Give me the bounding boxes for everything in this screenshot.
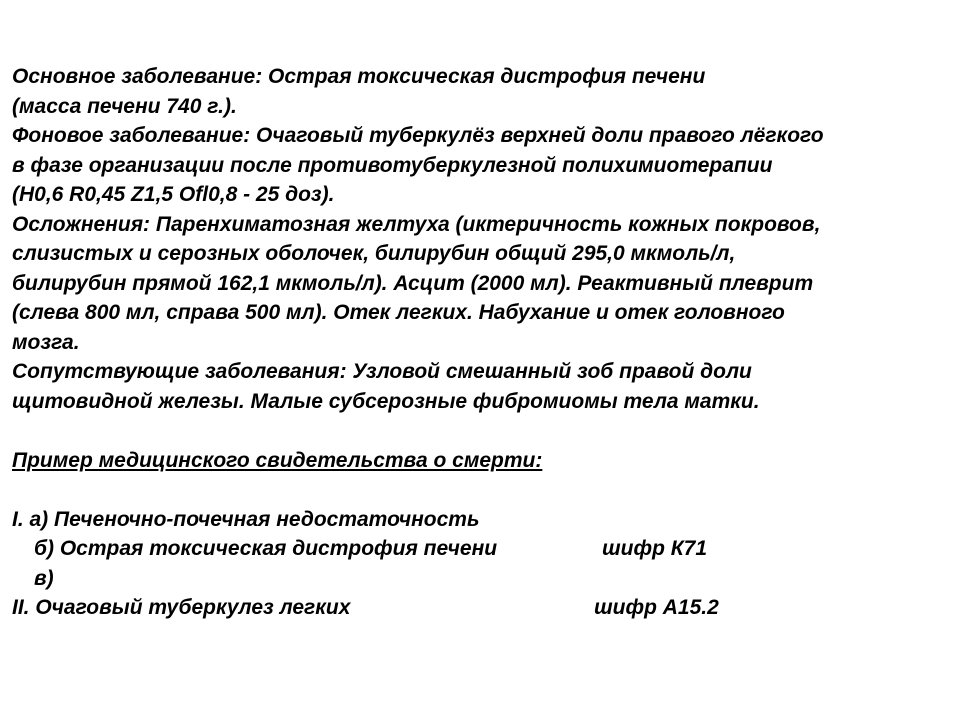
certificate-heading: Пример медицинского свидетельства о смерти: [12, 448, 543, 472]
complications-line: Осложнения: Паренхиматозная желтуха (иктеричность кожных покровов, [12, 212, 821, 236]
certificate-code-2: шифр А15.2 [594, 596, 719, 619]
main-disease-line: Основное заболевание: Острая токсическая дистрофия печени [12, 65, 706, 88]
certificate-line-2: II. Очаговый туберкулез легких [12, 596, 351, 619]
complications-line-4: (слева 800 мл, справа 500 мл). Отек легких. Набухание и отек головного [12, 301, 785, 324]
slide-text [12, 62, 952, 623]
certificate-line-1b: б) Острая токсическая дистрофия печени [34, 537, 498, 560]
certificate-code-1b: шифр К71 [602, 537, 708, 560]
complications-line-5: мозга. [12, 330, 80, 354]
concomitant-disease-line-2: щитовидной железы. Малые субсерозные фибромиомы тела матки. [12, 389, 760, 413]
complications-line-2: слизистых и серозных оболочек, билирубин общий 295,0 мкмоль/л, [12, 242, 736, 265]
spacer [12, 475, 952, 505]
complications-line-3: билирубин прямой 162,1 мкмоль/л). Асцит (2000 мл). Реактивный плеврит [12, 271, 814, 295]
certificate-line-1c: в) [34, 566, 54, 590]
background-disease-line-2: в фазе организации после противотуберкулезной полихимиотерапии [12, 153, 773, 177]
certificate-row-1b [12, 534, 952, 564]
certificate-row-2 [12, 593, 952, 623]
concomitant-disease-line: Сопутствующие заболевания: Узловой смешанный зоб правой доли [12, 360, 752, 383]
background-disease-line: Фоновое заболевание: Очаговый туберкулёз верхней доли правого лёгкого [12, 124, 824, 147]
liver-mass-line: (масса печени 740 г.). [12, 94, 237, 118]
therapy-dose-line: (H0,6 R0,45 Z1,5 Ofl0,8 - 25 доз). [12, 183, 335, 206]
certificate-line-1a: I. а) Печеночно-почечная недостаточность [12, 507, 480, 531]
spacer [12, 416, 952, 446]
